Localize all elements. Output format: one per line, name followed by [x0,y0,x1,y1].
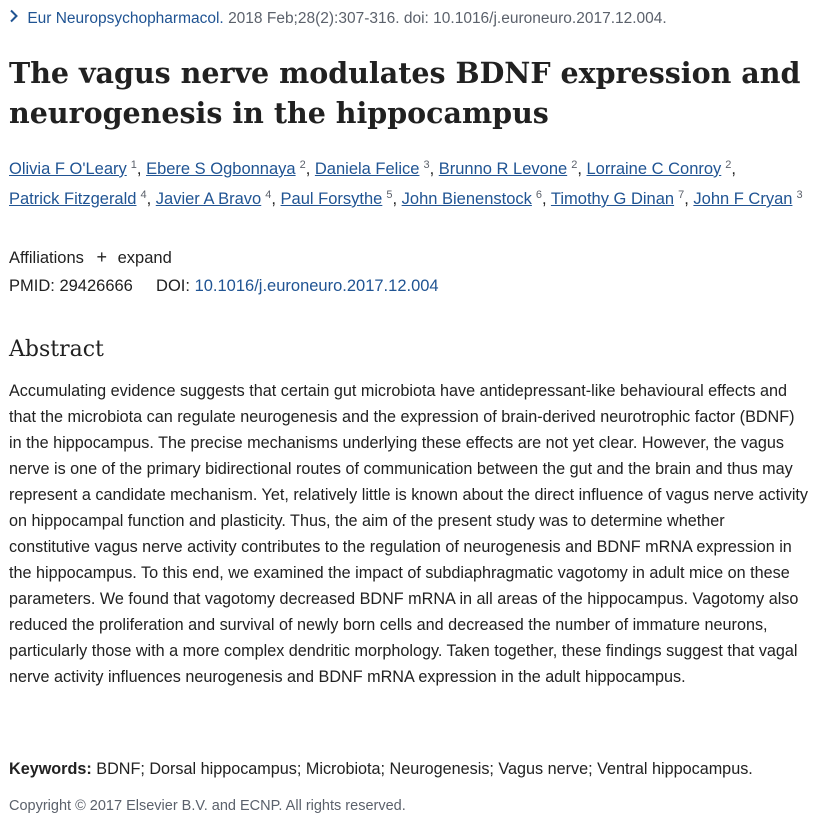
author-name-link[interactable]: Olivia F O'Leary [9,160,127,178]
author-name-link[interactable]: Daniela Felice [314,160,420,178]
keywords-label: Keywords: [9,760,92,778]
pmid-label: PMID: [9,277,55,295]
author-item [551,190,684,208]
abstract-heading: Abstract [9,337,104,362]
author-item [281,190,393,208]
affiliations-toggle[interactable] [9,245,172,270]
author-name-link[interactable]: Paul Forsythe [280,190,383,208]
author-name-link[interactable]: Ebere S Ogbonnaya [146,160,296,178]
keywords [9,757,819,781]
author-name-link[interactable]: Brunno R Levone [438,160,568,178]
author-item [9,190,147,208]
author-affiliation-number[interactable]: 3 [423,159,430,171]
author-name-link[interactable]: John F Cryan [693,190,793,208]
author-item [439,160,578,178]
author-item [146,160,306,178]
author-affiliation-number[interactable]: 7 [678,189,685,201]
author-item [402,190,542,208]
copyright-notice: Copyright © 2017 Elsevier B.V. and ECNP. All rights reserved. [9,798,406,814]
author-affiliation-number[interactable]: 2 [299,159,306,171]
keywords-text: BDNF; Dorsal hippocampus; Microbiota; Neurogenesis; Vagus nerve; Ventral hippocampus. [96,760,753,778]
author-name-link[interactable]: Lorraine C Conroy [586,160,722,178]
author-separator: , [577,160,587,178]
chevron-right-icon[interactable] [9,8,23,30]
author-separator: , [271,190,281,208]
author-separator: , [305,160,315,178]
author-separator: , [146,190,156,208]
abstract-text: Accumulating evidence suggests that certain gut microbiota have antidepressant-like behavioural effects and that the microbiota can regulate neurogenesis and the expression of brain-derived neurotrophic factor (BDNF) in the hippocampus. The precise mechanisms underlying these effects are not yet clear. However, the vagus nerve is one of the primary bidirectional routes of communication between the gut and the brain and thus may represent a candidate mechanism. Yet, relatively little is known about the direct influence of vagus nerve activity on hippocampal function and plasticity. Thus, the aim of the present study was to determine whether constitutive vagus nerve activity contributes to the regulation of neurogenesis and BDNF mRNA expression in the hippocampus. To this end, we examined the impact of subdiaphragmatic vagotomy in adult mice on these parameters. We found that vagotomy decreased BDNF mRNA in all areas of the hippocampus. Vagotomy also reduced the proliferation and survival of newly born cells and decreased the number of immature neurons, particularly those with a more complex dendritic morphology. Taken together, these findings suggest that vagal nerve activity influences neurogenesis and BDNF mRNA expression in the adult hippocampus. [9,382,809,686]
author-separator: , [392,190,402,208]
author-item [693,190,802,208]
citation-details: 2018 Feb;28(2):307-316. doi: 10.1016/j.euroneuro.2017.12.004. [228,10,667,28]
expand-label[interactable]: expand [117,249,172,267]
author-name-link[interactable]: Javier A Bravo [155,190,262,208]
author-affiliation-number[interactable]: 3 [796,189,803,201]
author-separator: , [684,190,694,208]
author-affiliation-number[interactable]: 4 [140,189,147,201]
author-separator: , [429,160,439,178]
pmid-value: 29426666 [59,277,133,295]
doi-link[interactable]: 10.1016/j.euroneuro.2017.12.004 [194,277,439,295]
author-affiliation-number[interactable]: 5 [386,189,393,201]
author-affiliation-number[interactable]: 2 [725,159,732,171]
affiliations-label: Affiliations [9,249,84,267]
author-name-link[interactable]: John Bienenstock [401,190,532,208]
journal-citation-line [9,8,667,30]
author-item [156,190,272,208]
author-item [9,160,137,178]
author-affiliation-number[interactable]: 2 [571,159,578,171]
doi-label: DOI: [156,277,190,295]
author-separator: , [136,160,147,178]
author-item [586,160,731,178]
author-list [9,152,809,212]
identifiers [9,274,439,298]
author-name-link[interactable]: Timothy G Dinan [550,190,675,208]
author-affiliation-number[interactable]: 6 [535,189,543,201]
author-affiliation-number[interactable]: 4 [265,189,272,201]
author-separator: , [542,190,551,208]
author-name-link[interactable]: Patrick Fitzgerald [9,190,137,208]
article-title: The vagus nerve modulates BDNF expression and neurogenesis in the hippocampus [9,56,801,130]
author-affiliation-number[interactable]: 1 [130,159,137,171]
journal-link[interactable]: Eur Neuropsychopharmacol. [27,10,224,28]
author-item [315,160,430,178]
plus-icon[interactable]: + [96,247,108,267]
author-separator: , [731,160,737,178]
